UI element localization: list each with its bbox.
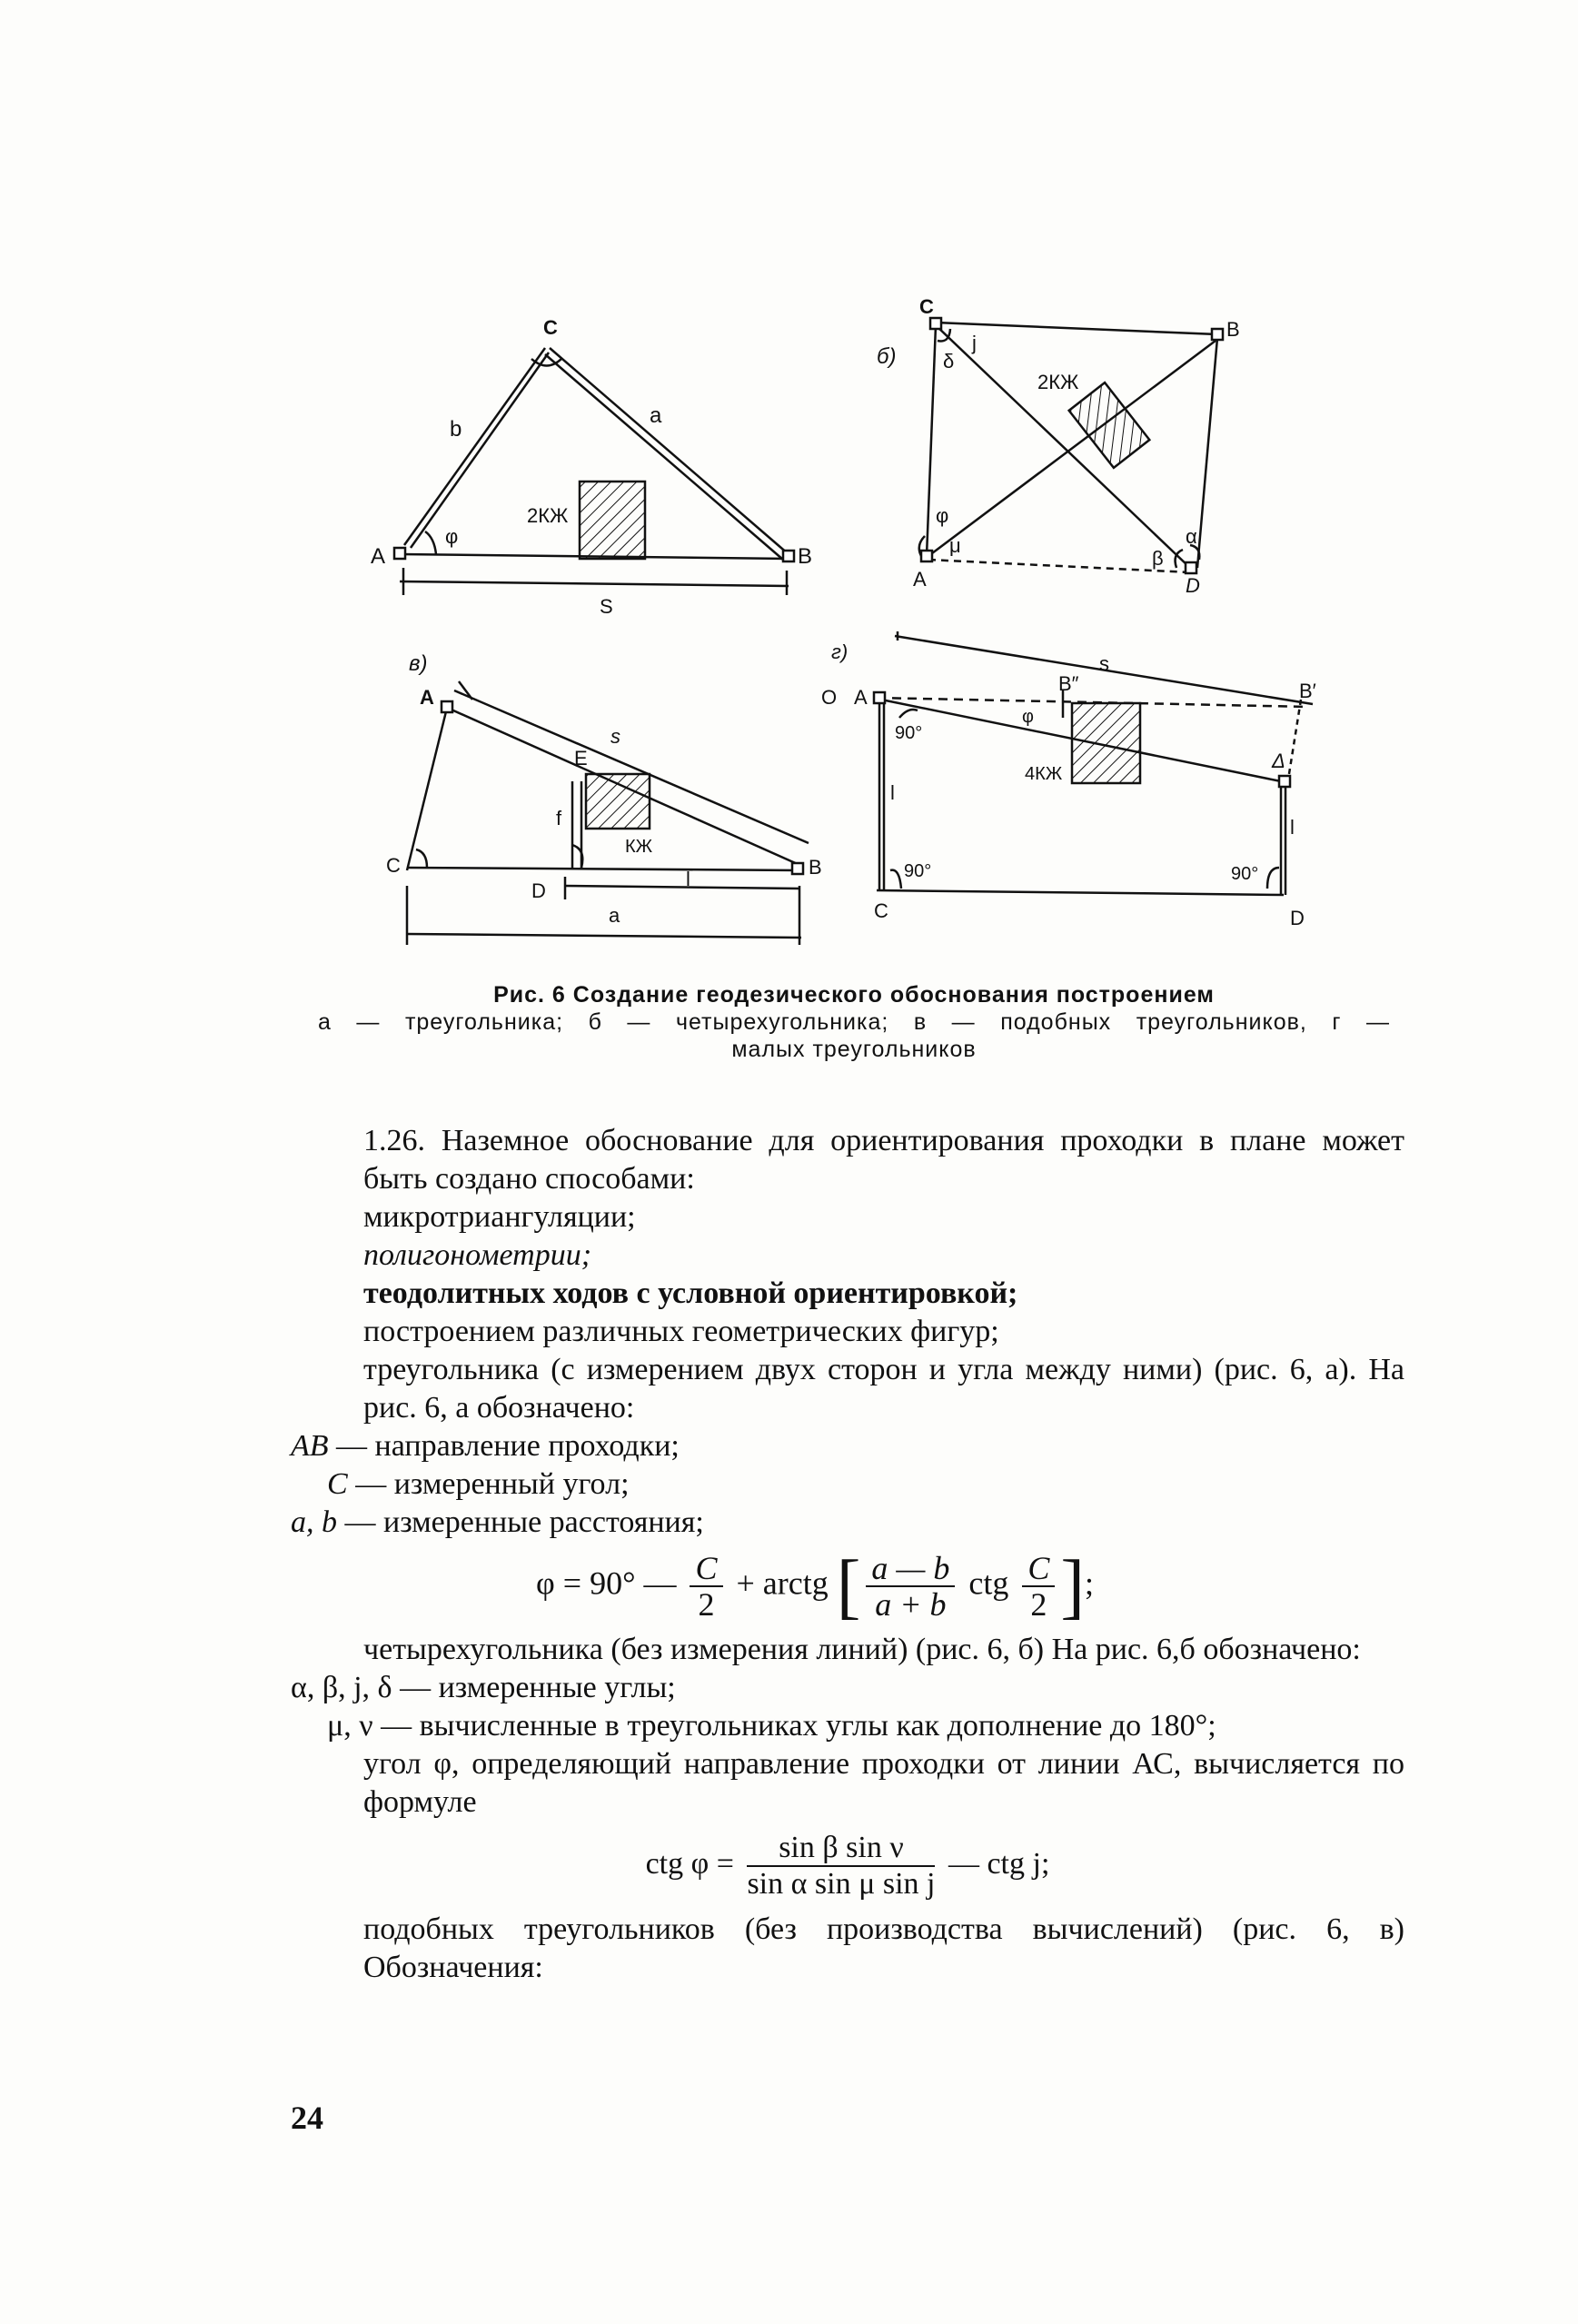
notation-c-symbol: С xyxy=(327,1467,348,1501)
formula-ctg xyxy=(291,1831,1404,1902)
formula-ctg-rhs: — ctg j; xyxy=(948,1846,1050,1881)
fig-a-label-a: a xyxy=(650,403,662,428)
fig-g-label-delta: Δ xyxy=(1272,750,1285,772)
fig-b-label-kzh: 2КЖ xyxy=(1037,371,1079,393)
fig-v-label-A: A xyxy=(420,686,434,709)
notation-ab-distances-symbol: а, b xyxy=(291,1505,337,1539)
method-3: теодолитных ходов с условной ориентировкой; xyxy=(363,1276,1018,1310)
fig-g-label-O: О xyxy=(821,686,838,709)
caption-line-2: а — треугольника; б — четырехугольника; в — подобных треугольников, г — xyxy=(318,1009,1390,1035)
method-1: микротриангуляции; xyxy=(363,1200,636,1234)
fig-g-label-B2: B″ xyxy=(1058,672,1079,695)
fig-a-label-S: S xyxy=(600,595,613,618)
formula-phi-c2-den: 2 xyxy=(1030,1586,1047,1623)
fig-b-label-delta: δ xyxy=(943,350,955,372)
fig-v-label-l: l xyxy=(686,868,690,890)
fig-v-label-C: C xyxy=(386,854,401,877)
fig-g-label-s: s xyxy=(1099,652,1109,675)
formula-phi-frac-c2 xyxy=(690,1551,722,1622)
fig-a-label-phi: φ xyxy=(445,525,459,548)
formula-phi xyxy=(291,1546,1404,1626)
fig-g-label-D: D xyxy=(1290,907,1305,929)
notation-ab xyxy=(291,1427,1404,1465)
body-text xyxy=(291,1122,1404,1987)
figures xyxy=(0,0,1578,981)
formula-phi-apb: a + b xyxy=(875,1586,947,1623)
fig-b-label-D: D xyxy=(1186,574,1200,597)
notation-angles-text: — измеренные углы; xyxy=(392,1671,676,1704)
figure-quadrilateral xyxy=(919,318,1223,573)
fig-g-label-A: A xyxy=(854,686,868,709)
formula-ctg-den: sin α sin μ sin j xyxy=(747,1867,936,1901)
fig-a-label-kzh: 2КЖ xyxy=(527,504,569,527)
formula-phi-c-den: 2 xyxy=(698,1586,715,1623)
fig-g-label-90-3: 90° xyxy=(1231,864,1259,884)
panel-label-b: б) xyxy=(877,344,897,369)
formula-phi-amb: a — b xyxy=(866,1551,955,1587)
fig-g-label-phi: φ xyxy=(1022,707,1034,727)
fig-a-label-C: C xyxy=(543,316,558,339)
notation-angles-symbol: α, β, j, δ xyxy=(291,1671,392,1704)
figure-similar-triangles xyxy=(407,681,809,945)
formula-ctg-num: sin β sin ν xyxy=(747,1831,935,1867)
panel-label-g: г) xyxy=(831,641,849,663)
fig-v-label-B: B xyxy=(809,856,822,879)
fig-g-label-C: C xyxy=(874,899,888,922)
caption-title: Рис. 6 Создание геодезического обоснования построением xyxy=(493,982,1215,1008)
formula-phi-end: ; xyxy=(1085,1564,1095,1602)
figure-caption xyxy=(318,981,1390,1063)
notation-ab-distances-text: — измеренные расстояния; xyxy=(337,1505,704,1539)
notation-c-text: — измеренный угол; xyxy=(347,1467,630,1501)
fig-b-label-B: B xyxy=(1226,318,1240,341)
fig-v-label-D: D xyxy=(531,879,546,902)
formula-phi-c2-num: C xyxy=(1022,1551,1055,1587)
fig-a-label-B: B xyxy=(798,544,813,569)
fig-a-label-b: b xyxy=(450,417,462,442)
formula-bracket-left: [ xyxy=(836,1546,861,1626)
fig-v-label-f: f xyxy=(556,807,562,829)
fig-g-label-l1: l xyxy=(890,781,895,804)
figure-triangle xyxy=(394,348,794,595)
notation-ab-symbol: АВ xyxy=(291,1429,329,1463)
fig-g-label-90-1: 90° xyxy=(895,723,923,743)
fig-b-label-A: A xyxy=(913,568,927,591)
panel-label-v: в) xyxy=(409,651,428,676)
phi-paragraph: угол φ, определяющий направление проходки от линии АС, вычисляется по формуле xyxy=(363,1747,1404,1819)
notation-c xyxy=(291,1465,1404,1504)
paragraph-1-26: 1.26. Наземное обоснование для ориентирования проходки в плане может быть создано способами: xyxy=(363,1124,1404,1196)
fig-g-label-B1: B′ xyxy=(1299,680,1316,702)
similar-triangles-paragraph: подобных треугольников (без производства вычислений) (рис. 6, в) Обозначения: xyxy=(363,1912,1404,1984)
formula-phi-ctg: ctg xyxy=(968,1564,1009,1602)
figure-small-triangles xyxy=(874,631,1313,895)
fig-g-label-90-2: 90° xyxy=(904,861,932,881)
fig-g-label-kzh: 4КЖ xyxy=(1025,764,1063,784)
formula-ctg-lhs: ctg φ = xyxy=(645,1846,734,1881)
notation-ab-text: — направление проходки; xyxy=(328,1429,680,1463)
method-4: построением различных геометрических фигур; xyxy=(363,1315,999,1348)
notation-mu-text: — вычисленные в треугольниках углы как дополнение до 180°; xyxy=(372,1709,1216,1743)
fig-v-label-a: a xyxy=(609,904,620,927)
fig-g-label-l2: l xyxy=(1290,816,1295,839)
fig-a-label-A: A xyxy=(371,544,386,569)
formula-phi-frac-c2b xyxy=(1022,1551,1055,1622)
formula-phi-body xyxy=(536,1546,1095,1626)
fig-b-label-beta: β xyxy=(1152,547,1164,570)
formula-phi-frac-ab xyxy=(866,1551,955,1622)
method-2: полигонометрии; xyxy=(363,1238,592,1272)
fig-b-label-j: j xyxy=(972,332,977,354)
quadrilateral-paragraph: четырехугольника (без измерения линий) (рис. 6, б) На рис. 6,б обозначено: xyxy=(363,1633,1361,1666)
page-number: 24 xyxy=(291,2100,323,2136)
fig-v-label-E: E xyxy=(574,747,588,770)
formula-ctg-frac xyxy=(747,1831,935,1902)
fig-v-label-kzh: КЖ xyxy=(625,837,653,857)
fig-b-label-C: C xyxy=(919,295,934,318)
notation-mu xyxy=(291,1707,1404,1745)
formula-phi-c-num: C xyxy=(690,1551,722,1587)
fig-b-label-alpha: α xyxy=(1186,525,1197,548)
fig-b-label-mu: μ xyxy=(949,534,961,557)
triangle-paragraph: треугольника (с измерением двух сторон и угла между ними) (рис. 6, а). На рис. 6, а обозначено: xyxy=(363,1353,1404,1425)
notation-ab-distances xyxy=(291,1504,1404,1542)
fig-v-label-s: s xyxy=(610,725,620,748)
fig-b-label-phi: φ xyxy=(936,504,949,527)
notation-mu-symbol: μ, ν xyxy=(327,1709,373,1743)
formula-bracket-right: ] xyxy=(1060,1546,1086,1626)
formula-phi-lhs: φ = 90° — xyxy=(536,1564,677,1602)
caption-line-3: малых треугольников xyxy=(731,1037,977,1062)
formula-phi-plus: + arctg xyxy=(736,1564,829,1602)
notation-angles xyxy=(291,1669,1404,1707)
